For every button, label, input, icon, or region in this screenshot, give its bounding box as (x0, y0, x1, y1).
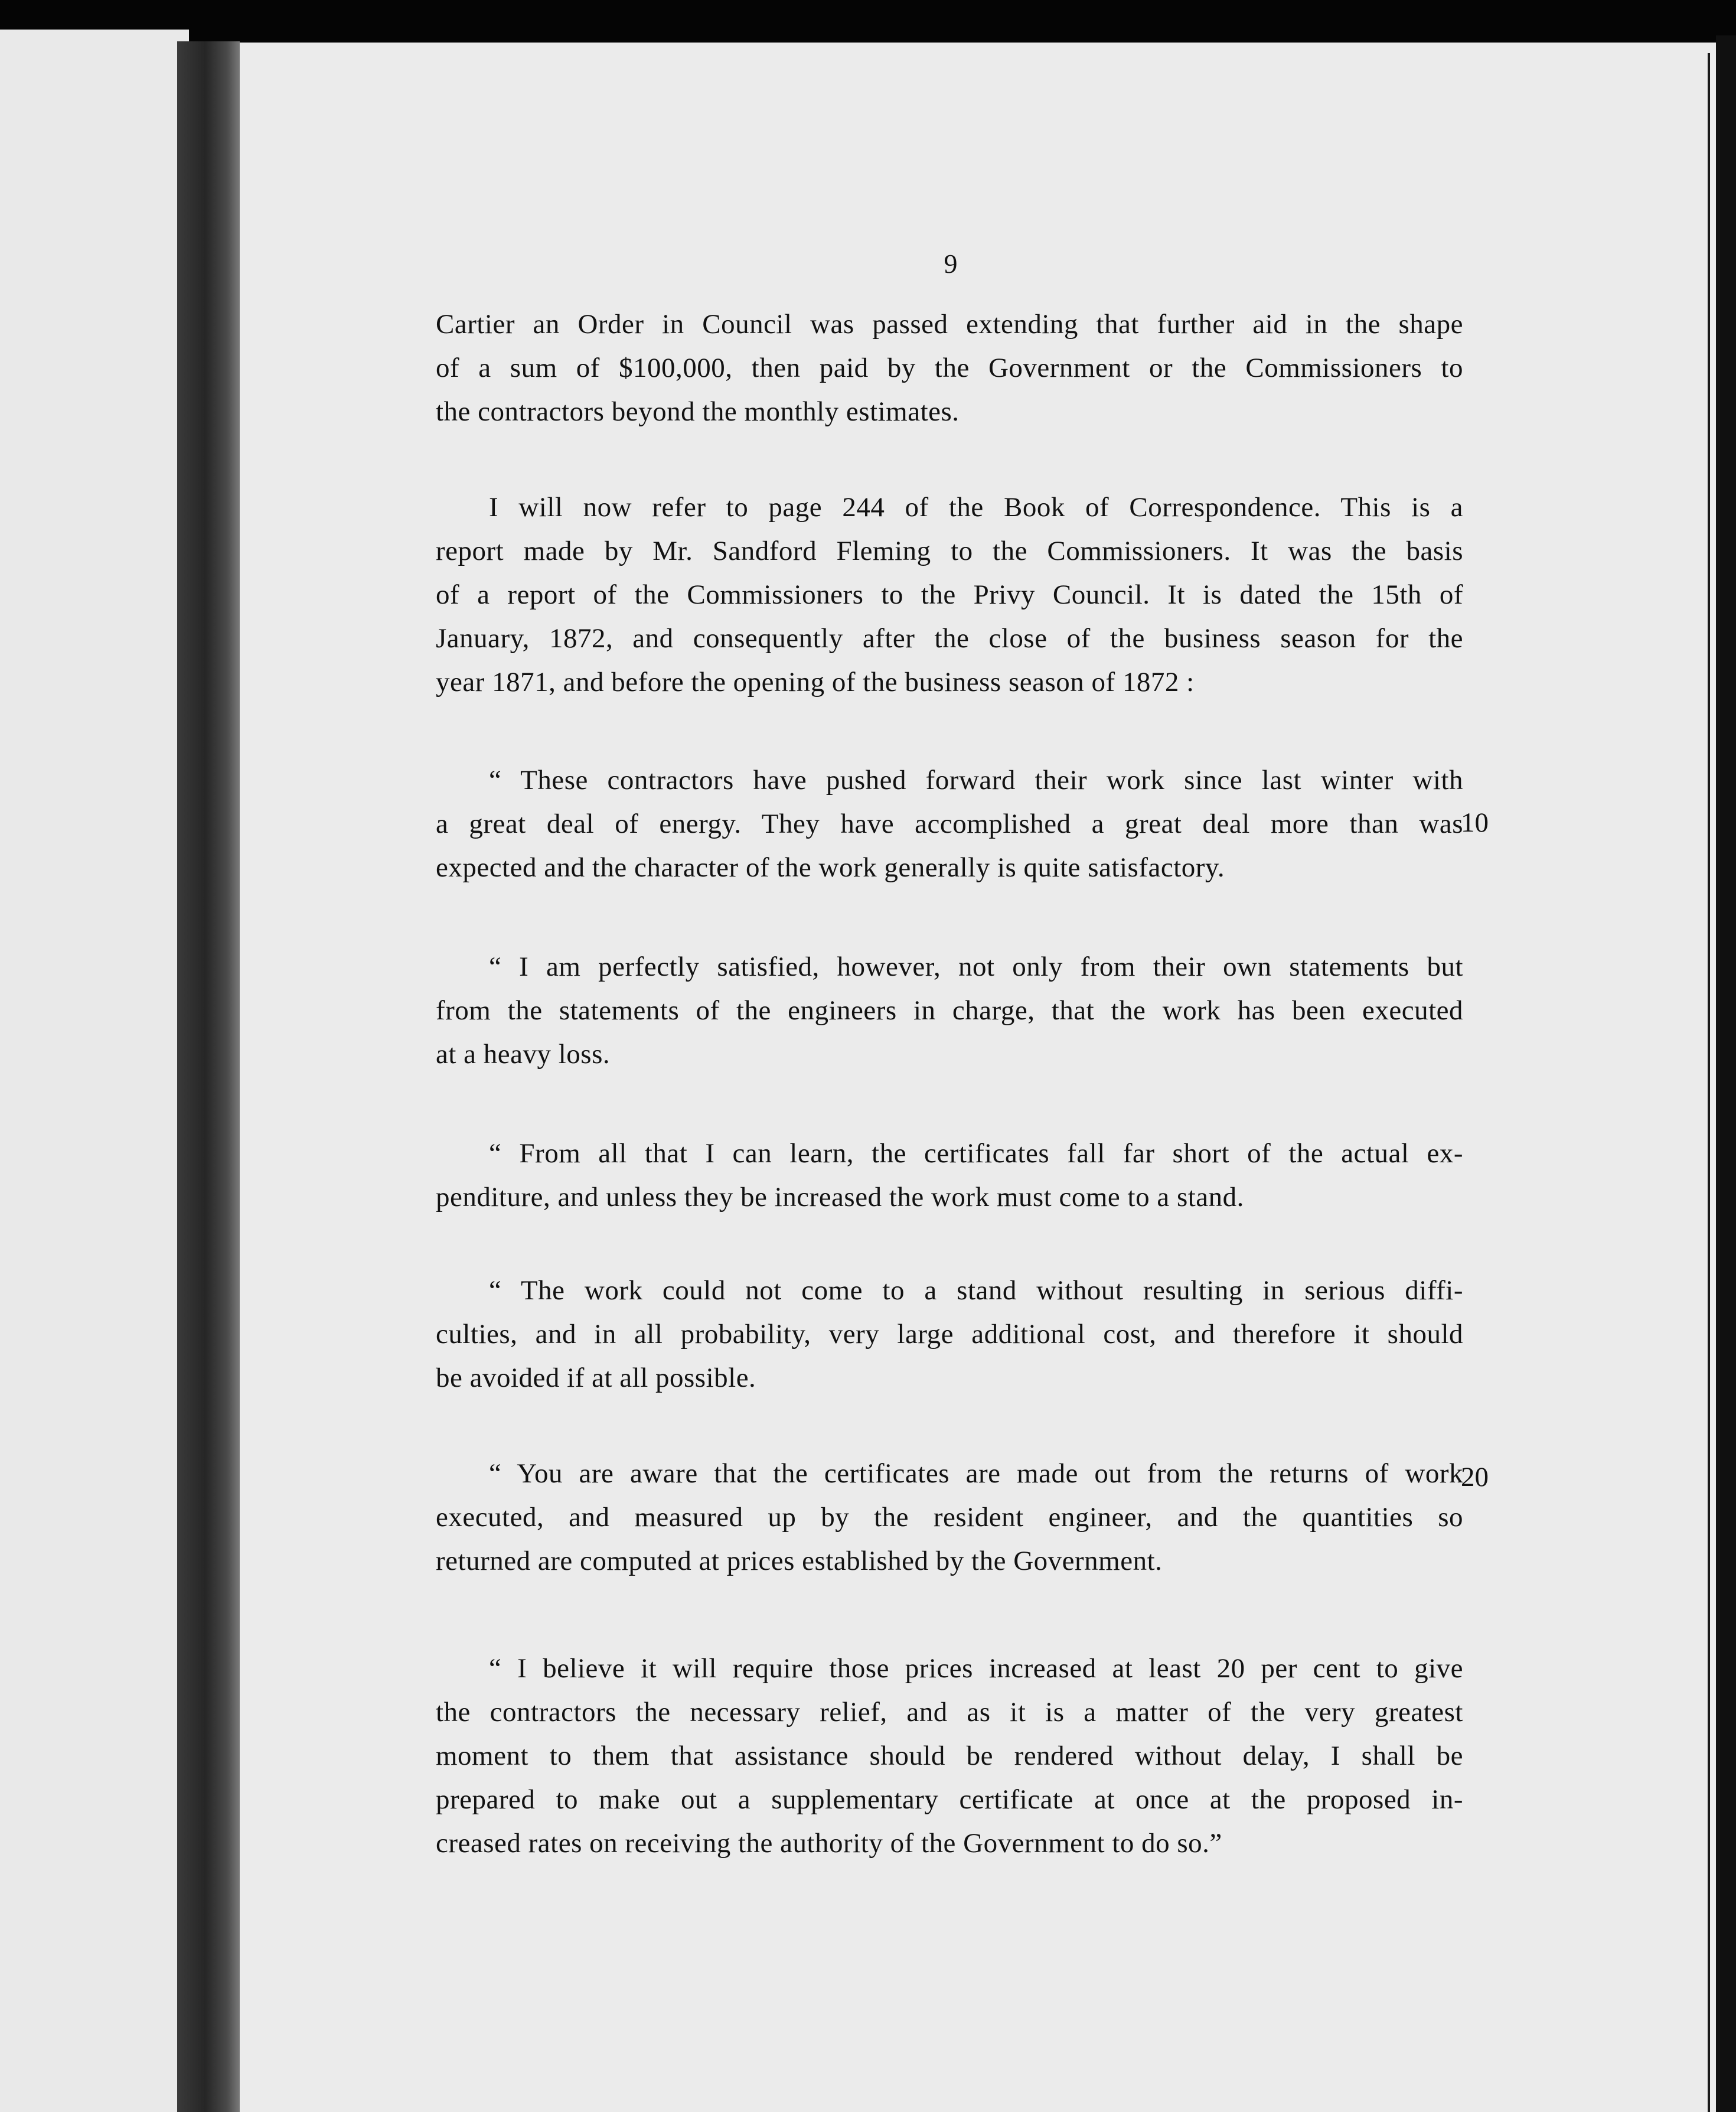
quoted-paragraph (436, 1452, 1463, 1583)
text-line: returned are computed at prices established by the Government. (436, 1546, 1163, 1576)
scan-right-border (1716, 35, 1736, 2112)
text-line: “ These contractors have pushed forward their work since last winter with (489, 765, 1463, 796)
quoted-paragraph (436, 945, 1463, 1076)
text-line: of a sum of $100,000, then paid by the Government or the Commissioners to (436, 353, 1463, 383)
text-line: of a report of the Commissioners to the Privy Council. It is dated the 15th of (436, 579, 1463, 610)
text-line: report made by Mr. Sandford Fleming to the Commissioners. It was the basis (436, 536, 1463, 566)
text-line: “ From all that I can learn, the certificates fall far short of the actual ex- (489, 1138, 1463, 1169)
text-line: Cartier an Order in Council was passed extending that further aid in the shape (436, 309, 1463, 340)
text-line: year 1871, and before the opening of the business season of 1872 : (436, 667, 1195, 698)
scan-top-border (0, 0, 1736, 43)
page-number: 9 (944, 249, 958, 279)
text-line: expected and the character of the work generally is quite satisfactory. (436, 852, 1225, 883)
text-line: “ You are aware that the certificates are made out from the returns of work (489, 1458, 1463, 1489)
text-line: penditure, and unless they be increased the work must come to a stand. (436, 1182, 1244, 1213)
text-line: executed, and measured up by the resident engineer, and the quantities so (436, 1502, 1463, 1533)
text-line: creased rates on receiving the authority of the Government to do so.” (436, 1828, 1222, 1859)
text-line: be avoided if at all possible. (436, 1363, 756, 1393)
paragraph (436, 485, 1463, 704)
text-line: the contractors beyond the monthly estimates. (436, 396, 960, 427)
text-line: January, 1872, and consequently after the close of the business season for the (436, 623, 1463, 654)
text-line: “ The work could not come to a stand without resulting in serious diffi- (489, 1275, 1463, 1306)
quoted-paragraph (436, 1647, 1463, 1865)
text-line: from the statements of the engineers in charge, that the work has been executed (436, 995, 1463, 1026)
page-edge-line (1708, 53, 1710, 2112)
facing-page-edge (0, 30, 189, 2112)
quoted-paragraph (436, 1269, 1463, 1400)
text-line: at a heavy loss. (436, 1039, 611, 1070)
text-line: the contractors the necessary relief, and as it is a matter of the very greatest (436, 1697, 1463, 1728)
margin-line-number: 20 (1461, 1462, 1489, 1492)
text-line: I will now refer to page 244 of the Book of Correspondence. This is a (489, 492, 1463, 523)
text-line: moment to them that assistance should be rendered without delay, I shall be (436, 1741, 1463, 1771)
quoted-paragraph (436, 758, 1463, 889)
quoted-paragraph (436, 1132, 1463, 1219)
text-line: a great deal of energy. They have accomplished a great deal more than was (436, 809, 1463, 839)
paragraph (436, 302, 1463, 434)
text-line: “ I am perfectly satisfied, however, not only from their own statements but (489, 951, 1463, 982)
book-spine-shadow (177, 41, 240, 2112)
text-line: “ I believe it will require those prices increased at least 20 per cent to give (489, 1653, 1463, 1684)
text-line: culties, and in all probability, very large additional cost, and therefore it should (436, 1319, 1463, 1350)
margin-line-number: 10 (1461, 807, 1489, 838)
text-line: prepared to make out a supplementary certificate at once at the proposed in- (436, 1784, 1463, 1815)
